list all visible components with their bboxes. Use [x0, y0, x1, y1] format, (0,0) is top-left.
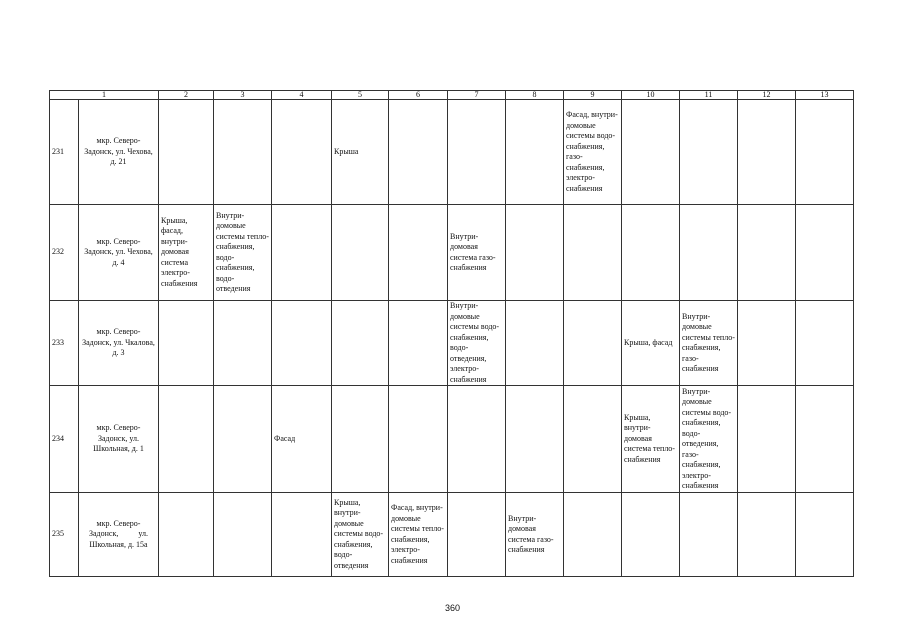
col-header-7: 7	[448, 91, 506, 100]
page-number: 360	[444, 603, 461, 613]
cell-c13	[796, 386, 854, 493]
cell-c2	[159, 100, 214, 205]
cell-c4	[272, 205, 332, 301]
cell-c4	[272, 100, 332, 205]
col-header-13: 13	[796, 91, 854, 100]
cell-c11	[680, 205, 738, 301]
row-number: 235	[50, 493, 79, 577]
cell-c6	[389, 386, 448, 493]
cell-c3	[214, 386, 272, 493]
cell-c11: Внутри- домовые системы водо- снабжения, водо- отведения, газо- снабжения, электро- снабжения	[680, 386, 738, 493]
cell-c9	[564, 493, 622, 577]
cell-c4: Фасад	[272, 386, 332, 493]
cell-c5	[332, 386, 389, 493]
table-row	[50, 386, 854, 493]
cell-c10: Крыша, фасад	[622, 301, 680, 386]
cell-c5: Крыша, внутри- домовые системы водо- снабжения, водо- отведения	[332, 493, 389, 577]
repair-schedule-table	[49, 90, 854, 577]
cell-c4	[272, 493, 332, 577]
cell-c9	[564, 301, 622, 386]
row-address: мкр. Северо- Задонск, ул. Чехова, д. 21	[79, 100, 159, 205]
cell-c10: Крыша, внутри- домовая система тепло- снабжения	[622, 386, 680, 493]
cell-c13	[796, 301, 854, 386]
cell-c7	[448, 100, 506, 205]
row-number: 231	[50, 100, 79, 205]
col-header-9: 9	[564, 91, 622, 100]
cell-c12	[738, 205, 796, 301]
cell-c5: Крыша	[332, 100, 389, 205]
cell-c7: Внутри- домовые системы водо- снабжения, водо- отведения, электро- снабжения	[448, 301, 506, 386]
col-header-2: 2	[159, 91, 214, 100]
col-header-8: 8	[506, 91, 564, 100]
row-address: мкр. Северо- Задонск, ул. Чкалова, д. 3	[79, 301, 159, 386]
cell-c8	[506, 100, 564, 205]
col-header-1: 1	[50, 91, 159, 100]
cell-c13	[796, 100, 854, 205]
cell-c13	[796, 205, 854, 301]
cell-c10	[622, 100, 680, 205]
row-number: 233	[50, 301, 79, 386]
cell-c11	[680, 100, 738, 205]
row-address: мкр. Северо- Задонск, ул. Чехова, д. 4	[79, 205, 159, 301]
cell-c6	[389, 205, 448, 301]
table-row	[50, 493, 854, 577]
cell-c2	[159, 493, 214, 577]
cell-c3: Внутри- домовые системы тепло- снабжения, водо- снабжения, водо- отведения	[214, 205, 272, 301]
cell-c2	[159, 386, 214, 493]
row-number: 234	[50, 386, 79, 493]
cell-c3	[214, 301, 272, 386]
col-header-5: 5	[332, 91, 389, 100]
col-header-11: 11	[680, 91, 738, 100]
cell-c11	[680, 493, 738, 577]
header-row	[50, 91, 854, 100]
cell-c9	[564, 386, 622, 493]
cell-c8	[506, 301, 564, 386]
table-row	[50, 301, 854, 386]
cell-c2: Крыша, фасад, внутри- домовая система электро- снабжения	[159, 205, 214, 301]
cell-c6	[389, 100, 448, 205]
table-row	[50, 100, 854, 205]
col-header-6: 6	[389, 91, 448, 100]
cell-c12	[738, 386, 796, 493]
table-row	[50, 205, 854, 301]
cell-c9: Фасад, внутри- домовые системы водо- снабжения, газо- снабжения, электро- снабжения	[564, 100, 622, 205]
cell-c7: Внутри- домовая система газо- снабжения	[448, 205, 506, 301]
cell-c8: Внутри- домовая система газо- снабжения	[506, 493, 564, 577]
cell-c10	[622, 205, 680, 301]
cell-c7	[448, 493, 506, 577]
cell-c5	[332, 301, 389, 386]
cell-c3	[214, 493, 272, 577]
row-address: мкр. Северо- Задонск, ул. Школьная, д. 1	[79, 386, 159, 493]
cell-c6: Фасад, внутри- домовые системы тепло- снабжения, электро- снабжения	[389, 493, 448, 577]
cell-c10	[622, 493, 680, 577]
col-header-4: 4	[272, 91, 332, 100]
cell-c12	[738, 100, 796, 205]
cell-c13	[796, 493, 854, 577]
cell-c4	[272, 301, 332, 386]
row-number: 232	[50, 205, 79, 301]
cell-c12	[738, 493, 796, 577]
col-header-12: 12	[738, 91, 796, 100]
cell-c8	[506, 386, 564, 493]
col-header-10: 10	[622, 91, 680, 100]
cell-c3	[214, 100, 272, 205]
cell-c2	[159, 301, 214, 386]
cell-c7	[448, 386, 506, 493]
cell-c12	[738, 301, 796, 386]
cell-c5	[332, 205, 389, 301]
cell-c11: Внутри- домовые системы тепло- снабжения, газо- снабжения	[680, 301, 738, 386]
col-header-3: 3	[214, 91, 272, 100]
cell-c6	[389, 301, 448, 386]
row-address: мкр. Северо- Задонск, ул. Школьная, д. 15а	[79, 493, 159, 577]
cell-c8	[506, 205, 564, 301]
cell-c9	[564, 205, 622, 301]
